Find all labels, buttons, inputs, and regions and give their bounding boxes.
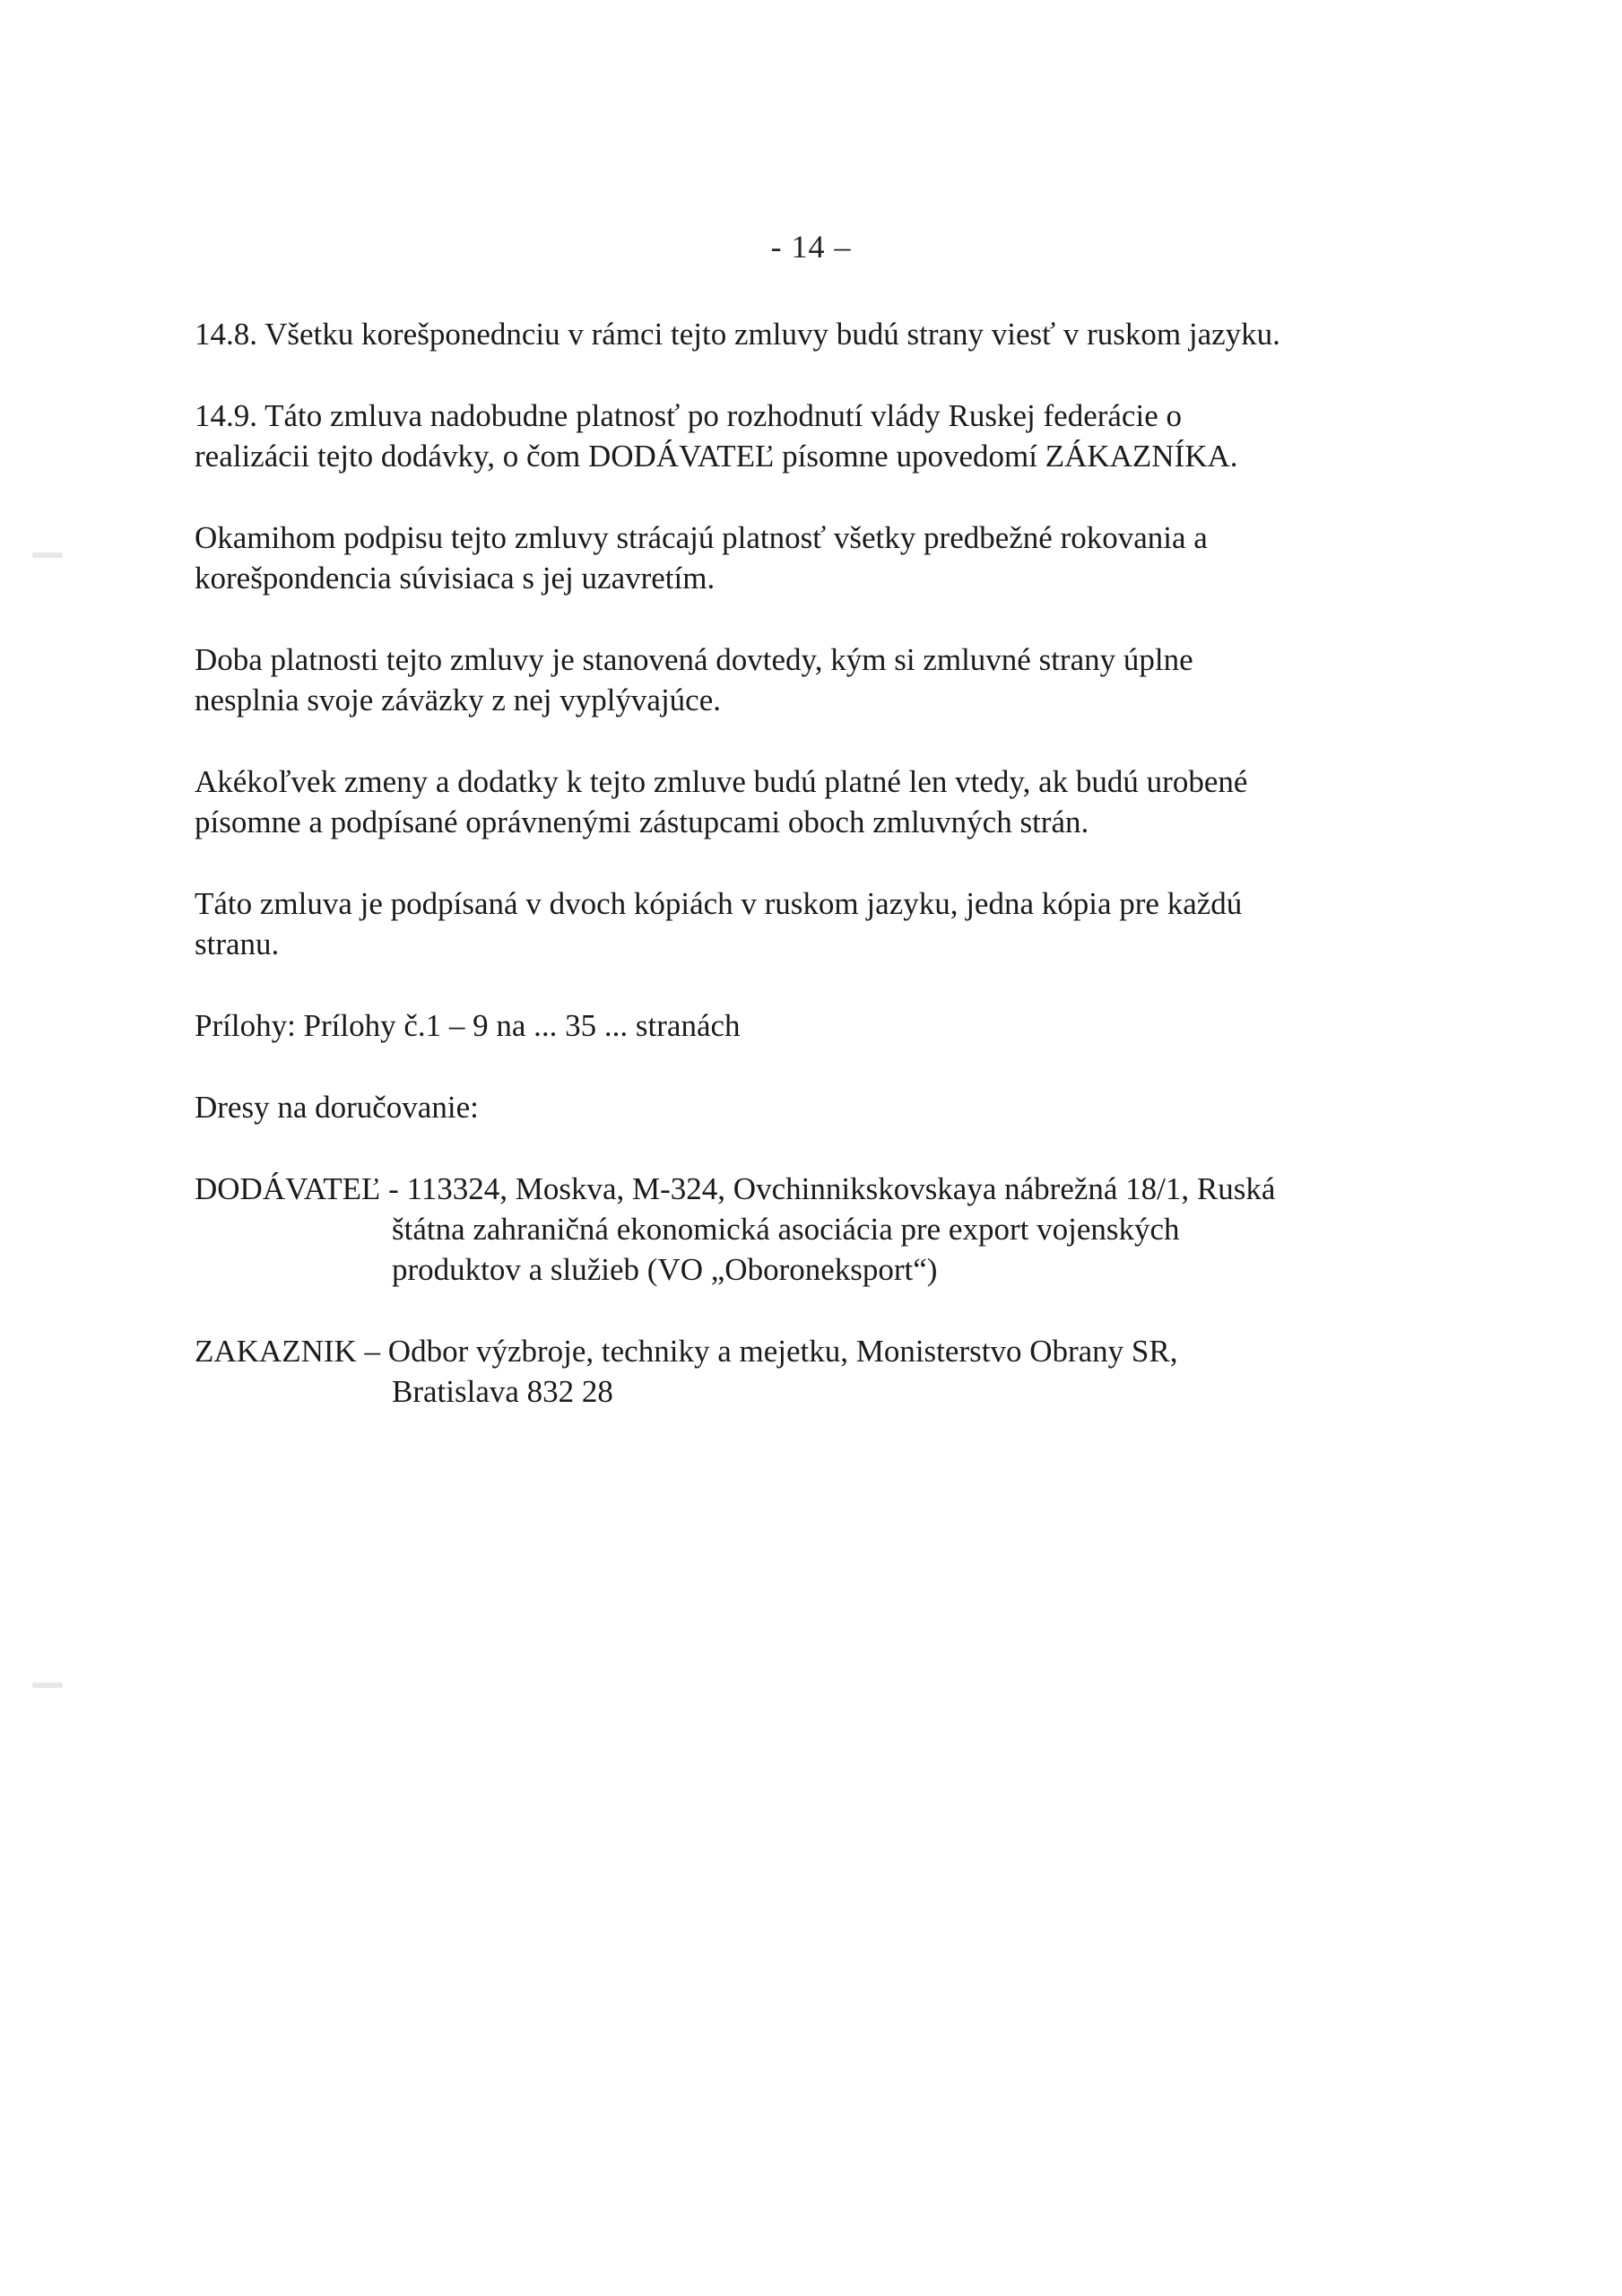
address-supplier bbox=[195, 1169, 1468, 1290]
text-line: štátna zahraničná ekonomická asociácia pre export vojenských bbox=[392, 1212, 1180, 1247]
text-line: DODÁVATEĽ - 113324, Moskva, M-324, Ovchinnikskovskaya nábrežná 18/1, Ruská bbox=[195, 1171, 1276, 1206]
paragraph-attachments bbox=[195, 1005, 1468, 1046]
text-line: 14.9. Táto zmluva nadobudne platnosť po rozhodnutí vlády Ruskej federácie o bbox=[195, 398, 1182, 433]
text-line: písomne a podpísané oprávnenými zástupcami oboch zmluvných strán. bbox=[195, 804, 1089, 839]
paragraph-delivery-addresses-heading bbox=[195, 1087, 1468, 1127]
text-line: Prílohy: Prílohy č.1 – 9 na ... 35 ... stranách bbox=[195, 1008, 741, 1043]
scan-artifact bbox=[32, 1683, 63, 1688]
paragraph-copies bbox=[195, 883, 1468, 964]
text-line: 14.8. Všetku korešponednciu v rámci tejto zmluvy budú strany viesť v ruskom jazyku. bbox=[195, 317, 1280, 352]
document-body bbox=[195, 314, 1468, 1453]
scan-artifact bbox=[32, 552, 63, 558]
paragraph-validity-period bbox=[195, 639, 1468, 720]
text-line: Bratislava 832 28 bbox=[392, 1374, 613, 1409]
text-line: stranu. bbox=[195, 926, 280, 961]
text-line: korešpondencia súvisiaca s jej uzavretím. bbox=[195, 561, 716, 596]
clause-14-8 bbox=[195, 314, 1468, 354]
text-line: Táto zmluva je podpísaná v dvoch kópiách v ruskom jazyku, jedna kópia pre každú bbox=[195, 886, 1243, 921]
text-line: nesplnia svoje záväzky z nej vyplývajúce. bbox=[195, 683, 722, 718]
page-number: - 14 – bbox=[770, 229, 852, 265]
paragraph-amendments bbox=[195, 761, 1468, 842]
text-line: Okamihom podpisu tejto zmluvy strácajú platnosť všetky predbežné rokovania a bbox=[195, 520, 1208, 555]
clause-14-9 bbox=[195, 396, 1468, 476]
text-line: realizácii tejto dodávky, o čom DODÁVATEĽ písomne upovedomí ZÁKAZNÍKA. bbox=[195, 439, 1238, 474]
paragraph-signing-effect bbox=[195, 517, 1468, 598]
text-line: ZAKAZNIK – Odbor výzbroje, techniky a mejetku, Monisterstvo Obrany SR, bbox=[195, 1334, 1178, 1369]
text-line: Dresy na doručovanie: bbox=[195, 1090, 479, 1125]
text-line: produktov a služieb (VO „Oboroneksport“) bbox=[392, 1252, 938, 1287]
text-line: Doba platnosti tejto zmluvy je stanovená dovtedy, kým si zmluvné strany úplne bbox=[195, 642, 1193, 677]
address-customer bbox=[195, 1331, 1468, 1412]
text-line: Akékoľvek zmeny a dodatky k tejto zmluve budú platné len vtedy, ak budú urobené bbox=[195, 764, 1248, 799]
